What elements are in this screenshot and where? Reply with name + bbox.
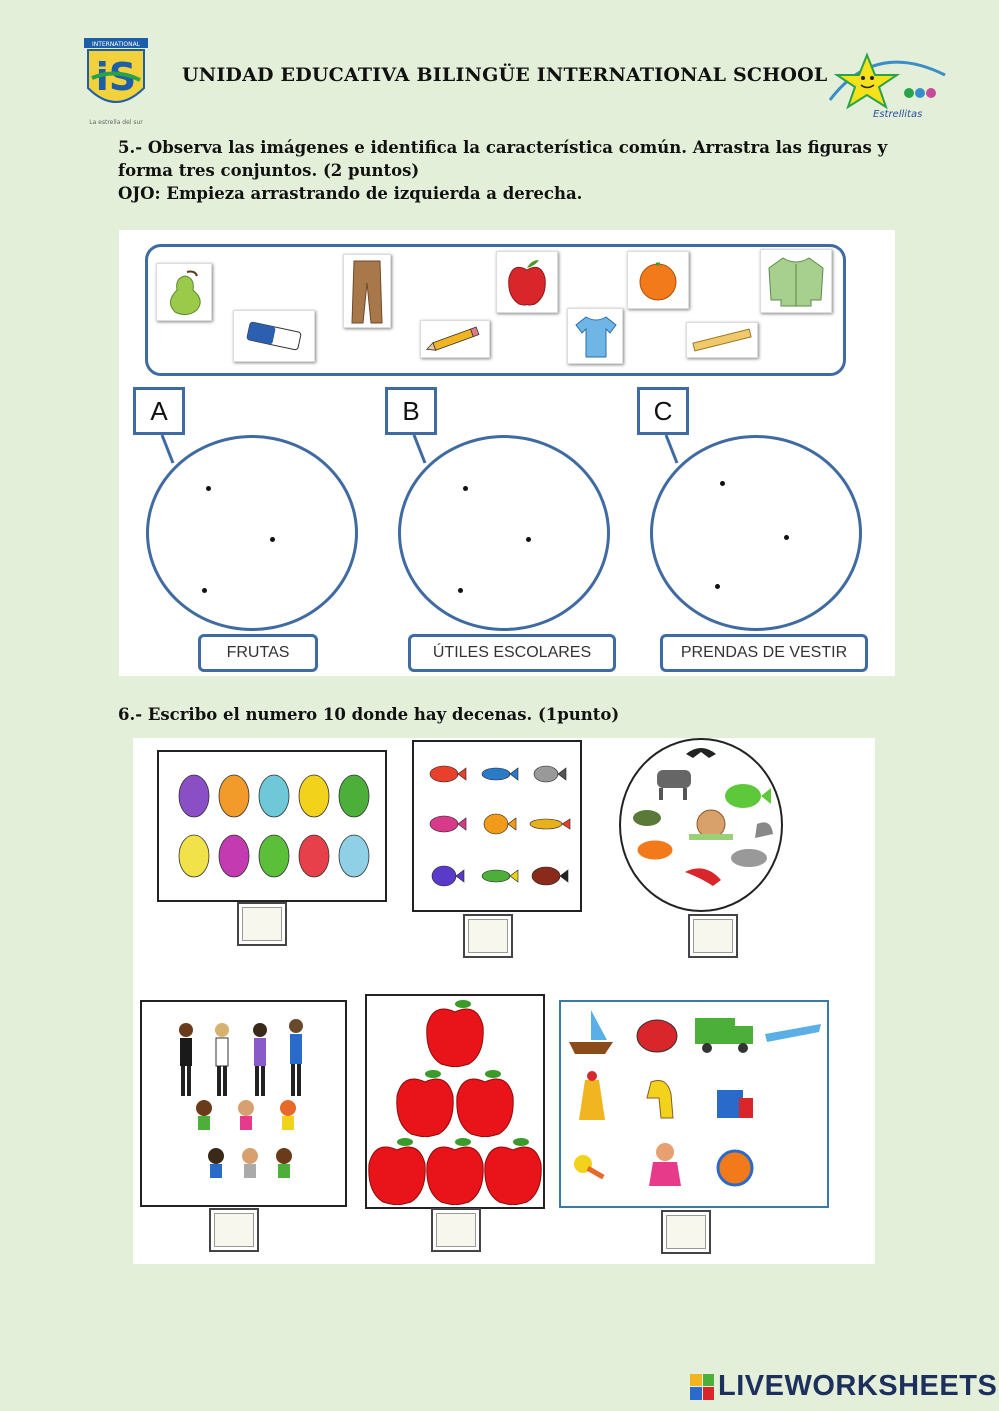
answer-box-fish[interactable]	[463, 914, 513, 958]
answer-box-toys[interactable]	[661, 1210, 711, 1254]
drop-point	[463, 486, 468, 491]
set-b-category: ÚTILES ESCOLARES	[408, 634, 616, 672]
svg-text:La estrella del sur: La estrella del sur	[89, 119, 143, 126]
question-5	[118, 136, 888, 205]
answer-box-eggs[interactable]	[237, 902, 287, 946]
people-icon	[142, 1002, 345, 1205]
question-5-note: OJO: Empieza arrastrando de izquierda a derecha.	[118, 184, 583, 203]
drop-point	[526, 537, 531, 542]
tshirt-icon	[568, 309, 622, 363]
fish-icon	[414, 742, 580, 910]
sets-activity-panel	[119, 230, 895, 676]
school-title: UNIDAD EDUCATIVA BILINGÜE INTERNATIONAL SCHOOL	[182, 64, 828, 86]
liveworksheets-icon	[690, 1374, 714, 1400]
easter-eggs-icon	[159, 752, 385, 900]
drop-point	[270, 537, 275, 542]
svg-text:INTERNATIONAL: INTERNATIONAL	[91, 41, 141, 48]
tens-activity-panel	[133, 738, 875, 1264]
drop-point	[458, 588, 463, 593]
answer-box-people[interactable]	[209, 1208, 259, 1252]
pants-card[interactable]	[343, 254, 391, 328]
liveworksheets-brand: LIVEWORKSHEETS	[718, 1370, 998, 1402]
set-b-circle[interactable]	[398, 435, 610, 631]
set-a-category: FRUTAS	[198, 634, 318, 672]
pear-icon	[157, 264, 211, 320]
pear-card[interactable]	[156, 263, 212, 321]
sweater-icon	[761, 250, 831, 312]
answer-box-animals[interactable]	[688, 914, 738, 958]
orange-card[interactable]	[627, 251, 689, 309]
drop-point	[202, 588, 207, 593]
ruler-card[interactable]	[686, 322, 758, 358]
apple-icon	[497, 252, 557, 312]
toys-icon	[561, 1002, 827, 1206]
question-5-instruction: 5.- Observa las imágenes e identifica la característica común. Arrastra las figuras y forma tres conjuntos. (2 puntos)	[118, 138, 888, 180]
school-logo	[82, 38, 150, 128]
tshirt-card[interactable]	[567, 308, 623, 364]
drop-point	[784, 535, 789, 540]
people-group	[140, 1000, 347, 1207]
apples-group	[365, 994, 545, 1209]
fish-group	[412, 740, 582, 912]
eraser-icon	[234, 311, 314, 361]
set-c-circle[interactable]	[650, 435, 862, 631]
svg-text:Estrellitas: Estrellitas	[873, 109, 923, 120]
animals-icon	[621, 740, 781, 910]
set-c-pointer	[663, 435, 683, 465]
pants-icon	[344, 255, 390, 327]
pencil-icon	[421, 321, 489, 357]
set-b-label: B	[385, 387, 437, 435]
liveworksheets-logo	[690, 1370, 997, 1403]
set-a-label: A	[133, 387, 185, 435]
ruler-icon	[687, 323, 757, 357]
sweater-card[interactable]	[760, 249, 832, 313]
apples-icon	[367, 996, 543, 1207]
orange-icon	[628, 252, 688, 308]
set-c-category: PRENDAS DE VESTIR	[660, 634, 868, 672]
drop-point	[720, 481, 725, 486]
set-b-pointer	[411, 435, 431, 465]
animals-group	[619, 738, 783, 912]
kindergarten-logo	[825, 45, 950, 125]
answer-box-apples[interactable]	[431, 1208, 481, 1252]
toys-group	[559, 1000, 829, 1208]
set-a-pointer	[159, 435, 179, 465]
eraser-card[interactable]	[233, 310, 315, 362]
set-a-circle[interactable]	[146, 435, 358, 631]
pencil-card[interactable]	[420, 320, 490, 358]
svg-text:iS: iS	[95, 55, 137, 99]
drop-point	[206, 486, 211, 491]
drop-point	[715, 584, 720, 589]
easter-eggs-group	[157, 750, 387, 902]
question-6-instruction: 6.- Escribo el numero 10 donde hay decenas. (1punto)	[118, 705, 620, 724]
set-c-label: C	[637, 387, 689, 435]
apple-card[interactable]	[496, 251, 558, 313]
